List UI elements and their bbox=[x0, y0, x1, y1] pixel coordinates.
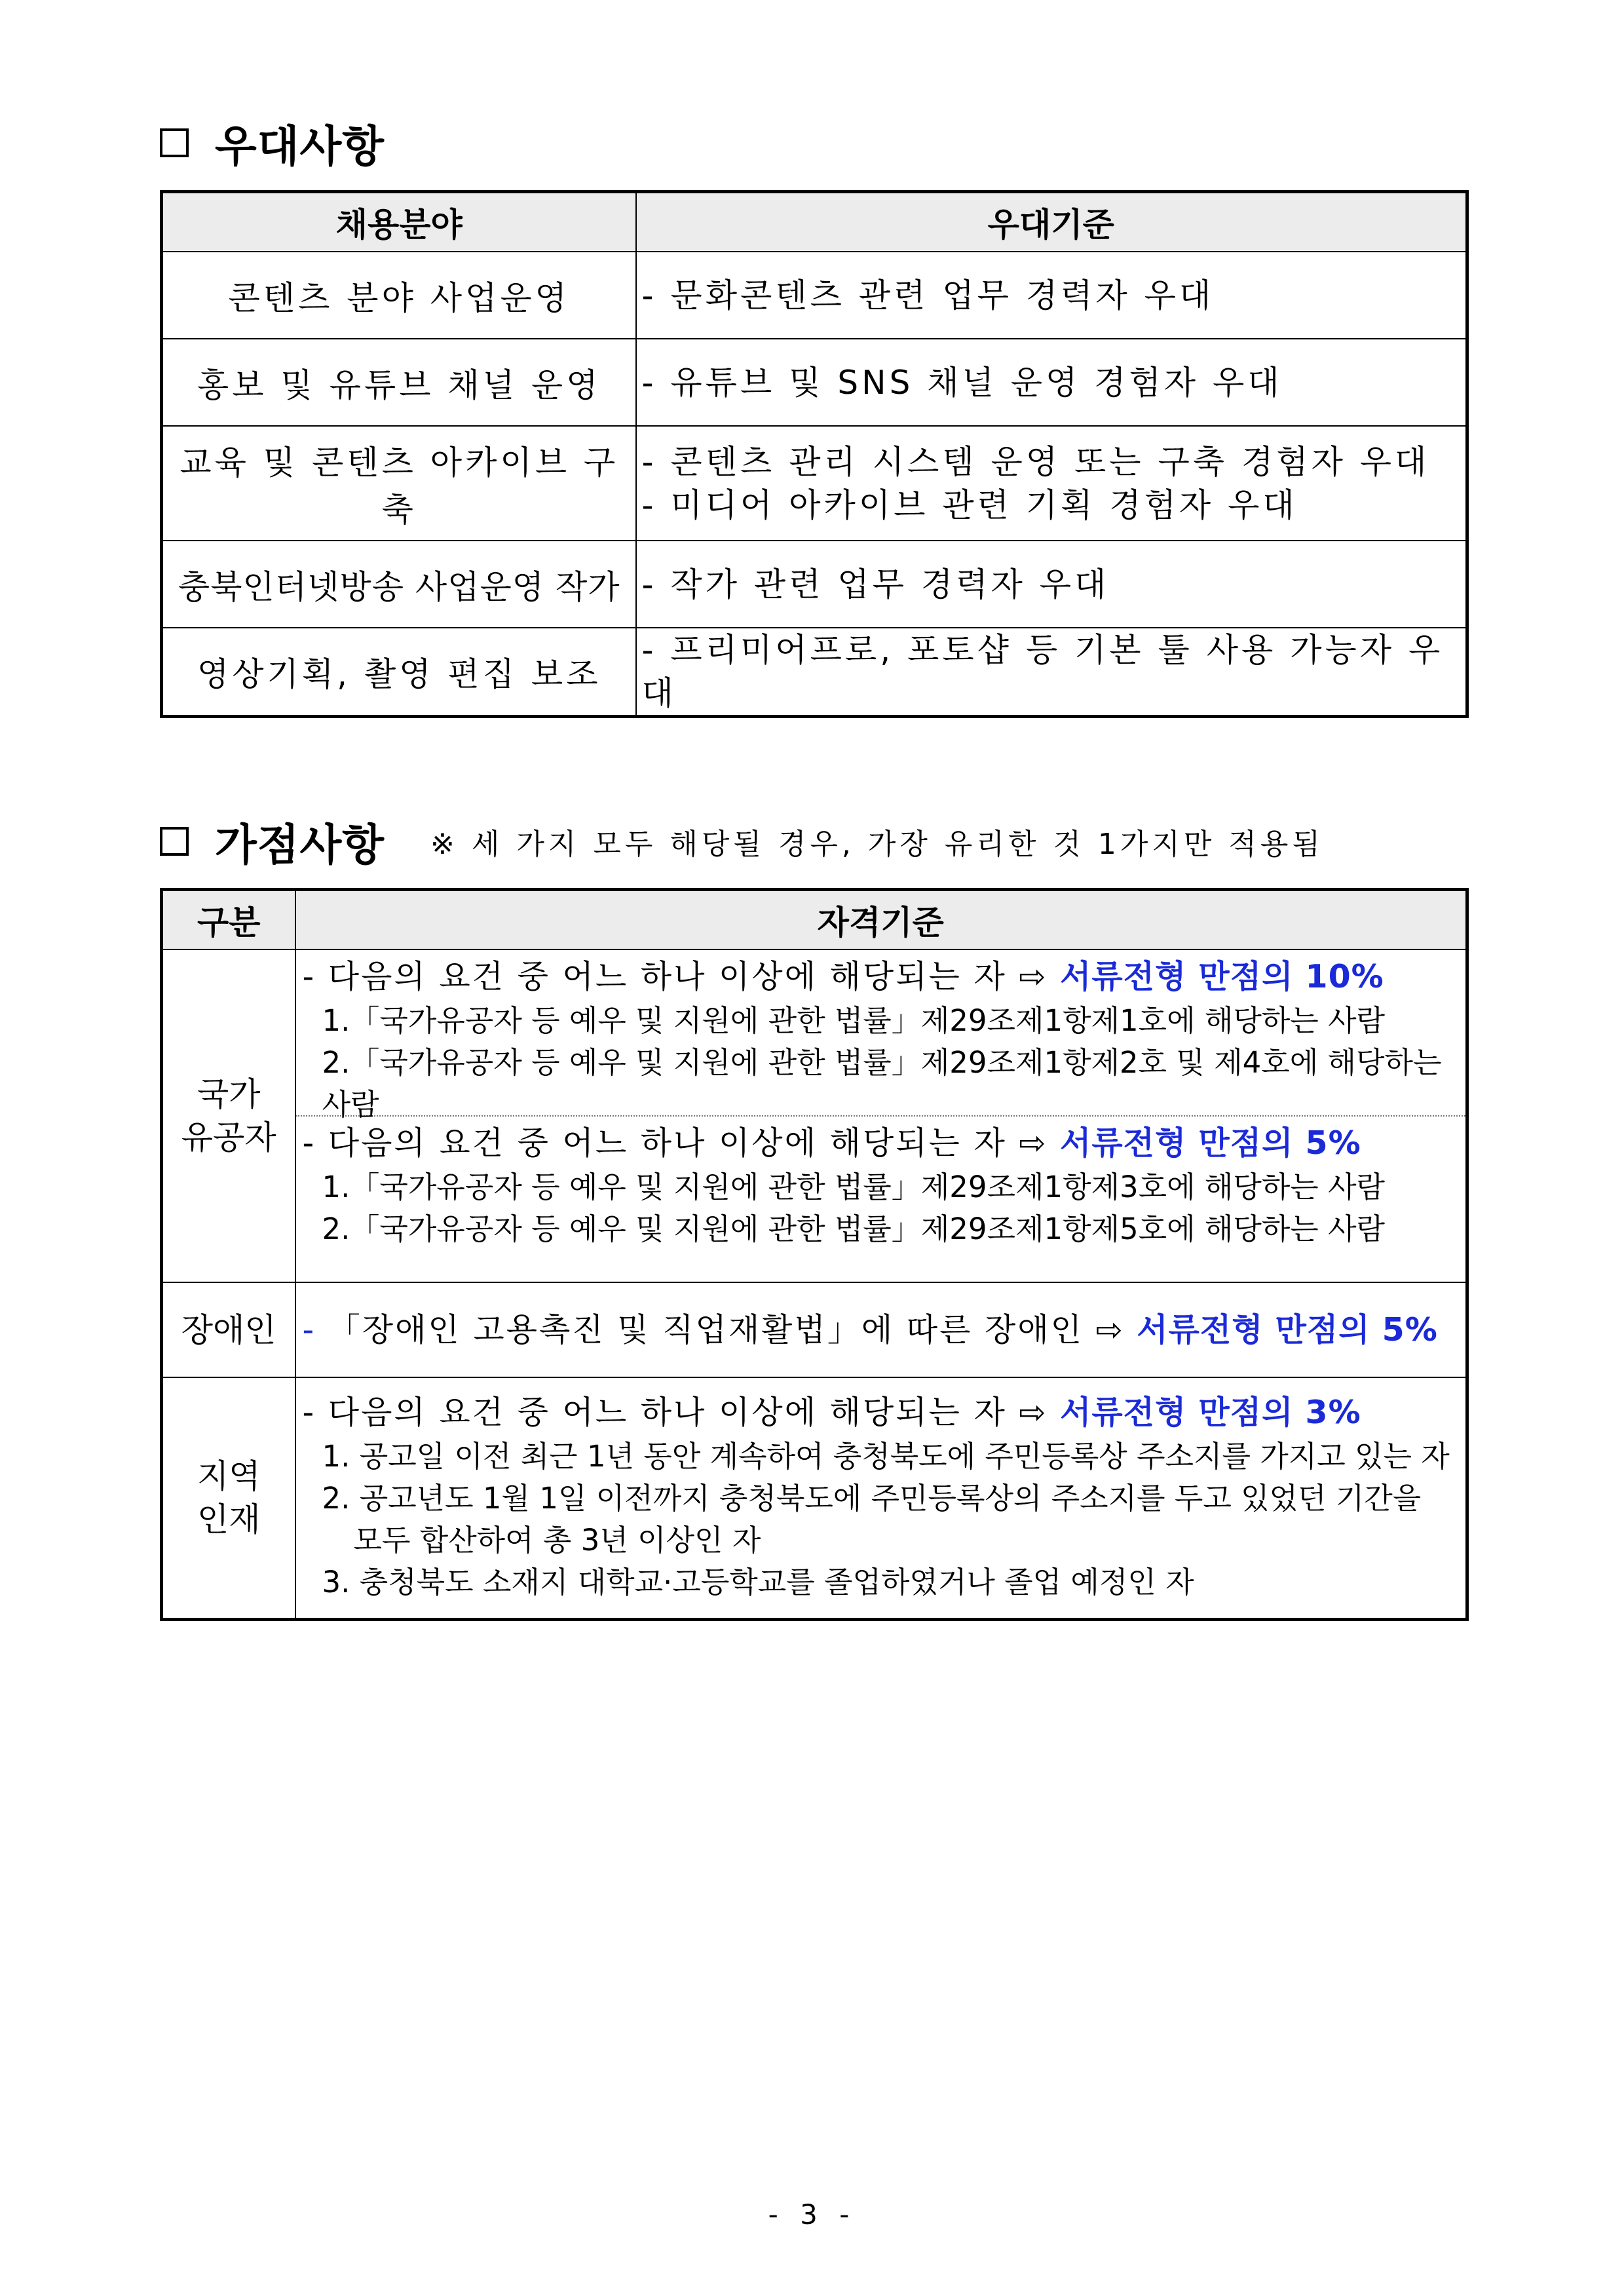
criteria-line: - 미디어 아카이브 관련 기획 경험자 우대 bbox=[641, 486, 1298, 524]
category-label: 유공자 bbox=[181, 1119, 276, 1157]
section-heading-preferences bbox=[160, 111, 385, 174]
recruit-field-cell: 영상기획, 촬영 편집 보조 bbox=[162, 628, 636, 717]
section-title: 우대사항 bbox=[215, 121, 385, 172]
table-row bbox=[162, 628, 1467, 717]
category-label: 인재 bbox=[197, 1501, 261, 1539]
table-row bbox=[162, 949, 1467, 1282]
column-header: 채용분야 bbox=[162, 192, 636, 252]
criteria-line: - 문화콘텐츠 관련 업무 경력자 우대 bbox=[641, 276, 1215, 315]
recruit-field-cell: 교육 및 콘텐츠 아카이브 구축 bbox=[162, 426, 636, 541]
requirement-text: - 다음의 요건 중 어느 하나 이상에 해당되는 자 ⇨ bbox=[302, 1124, 1061, 1162]
dash-marker: - bbox=[302, 1311, 328, 1349]
category-label: 국가 bbox=[197, 1075, 261, 1113]
criteria-line: - 유튜브 및 SNS 채널 운영 경험자 우대 bbox=[641, 363, 1283, 402]
qualification-block bbox=[296, 1117, 1466, 1282]
qualification-item: 2.「국가유공자 등 예우 및 지원에 관한 법률」제29조제1항제2호 및 제4호에 해당하는 사람 bbox=[322, 1045, 1442, 1122]
qualification-block bbox=[296, 1378, 1466, 1618]
page-number: - 3 - bbox=[768, 2198, 856, 2230]
recruit-field-cell: 홍보 및 유튜브 채널 운영 bbox=[162, 339, 636, 426]
section-title: 가점사항 bbox=[215, 820, 385, 870]
criteria-line: - 프리미어프로, 포토샵 등 기본 툴 사용 가능자 우대 bbox=[641, 631, 1444, 712]
qualification-item: 1.「국가유공자 등 예우 및 지원에 관한 법률」제29조제1항제1호에 해당하는 사람 bbox=[322, 1003, 1386, 1038]
bonus-points-table bbox=[160, 888, 1469, 1621]
criteria-cell bbox=[636, 628, 1467, 717]
requirement-text: - 다음의 요건 중 어느 하나 이상에 해당되는 자 ⇨ bbox=[302, 958, 1061, 995]
qualification-block bbox=[296, 1303, 1466, 1357]
qualification-cell bbox=[295, 949, 1467, 1282]
qualification-main bbox=[303, 1120, 1466, 1166]
category-label: 지역 bbox=[197, 1457, 261, 1495]
section-note: ※ 세 가지 모두 해당될 경우, 가장 유리한 것 1가지만 적용됨 bbox=[430, 827, 1324, 861]
table-row bbox=[162, 252, 1467, 339]
criteria-line: - 작가 관련 업무 경력자 우대 bbox=[641, 565, 1110, 603]
qualification-item: 2.「국가유공자 등 예우 및 지원에 관한 법률」제29조제1항제5호에 해당하는 사람 bbox=[322, 1212, 1386, 1246]
recruit-field-cell: 콘텐츠 분야 사업운영 bbox=[162, 252, 636, 339]
qualification-main bbox=[303, 1390, 1466, 1436]
table-row bbox=[162, 541, 1467, 628]
score-highlight: 서류전형 만점의 5% bbox=[1137, 1311, 1438, 1349]
score-highlight: 서류전형 만점의 5% bbox=[1060, 1124, 1361, 1162]
qualification-cell bbox=[295, 1282, 1467, 1377]
qualification-item: 1. 공고일 이전 최근 1년 동안 계속하여 충청북도에 주민등록상 주소지를 가지고 있는 자 bbox=[322, 1439, 1450, 1474]
preferences-table bbox=[160, 190, 1469, 718]
column-header: 우대기준 bbox=[636, 192, 1467, 252]
checkbox-square-icon bbox=[160, 128, 189, 157]
requirement-text: - 다음의 요건 중 어느 하나 이상에 해당되는 자 ⇨ bbox=[302, 1394, 1061, 1431]
criteria-cell bbox=[636, 252, 1467, 339]
table-row bbox=[162, 1377, 1467, 1620]
qualification-main bbox=[303, 1307, 1466, 1353]
column-header: 구분 bbox=[162, 890, 295, 950]
table-row bbox=[162, 1282, 1467, 1377]
category-cell: 장애인 bbox=[162, 1282, 295, 1377]
score-highlight: 서류전형 만점의 10% bbox=[1060, 958, 1384, 995]
category-cell bbox=[162, 1377, 295, 1620]
section-heading-bonus bbox=[160, 810, 1324, 872]
score-highlight: 서류전형 만점의 3% bbox=[1060, 1394, 1361, 1431]
criteria-cell bbox=[636, 541, 1467, 628]
requirement-text: 「장애인 고용촉진 및 직업재활법」에 따른 장애인 ⇨ bbox=[328, 1311, 1137, 1349]
criteria-cell bbox=[636, 426, 1467, 541]
criteria-cell bbox=[636, 339, 1467, 426]
criteria-line: - 콘텐츠 관리 시스템 운영 또는 구축 경험자 우대 bbox=[641, 442, 1430, 481]
table-header-row bbox=[162, 192, 1467, 252]
checkbox-square-icon bbox=[160, 827, 189, 856]
table-header-row bbox=[162, 890, 1467, 950]
qualification-item: 2. 공고년도 1월 1일 이전까지 충청북도에 주민등록상의 주소지를 두고 있었던 기간을 bbox=[322, 1481, 1422, 1516]
qualification-item: 3. 충청북도 소재지 대학교·고등학교를 졸업하였거나 졸업 예정인 자 bbox=[322, 1565, 1194, 1599]
qualification-item-continuation: 모두 합산하여 총 3년 이상인 자 bbox=[353, 1523, 761, 1558]
recruit-field-cell: 충북인터넷방송 사업운영 작가 bbox=[162, 541, 636, 628]
table-row bbox=[162, 426, 1467, 541]
column-header: 자격기준 bbox=[295, 890, 1467, 950]
qualification-main bbox=[303, 954, 1466, 1000]
qualification-block bbox=[296, 950, 1466, 1122]
qualification-cell bbox=[295, 1377, 1467, 1620]
category-cell bbox=[162, 949, 295, 1282]
qualification-item: 1.「국가유공자 등 예우 및 지원에 관한 법률」제29조제1항제3호에 해당하는 사람 bbox=[322, 1170, 1386, 1204]
table-row bbox=[162, 339, 1467, 426]
